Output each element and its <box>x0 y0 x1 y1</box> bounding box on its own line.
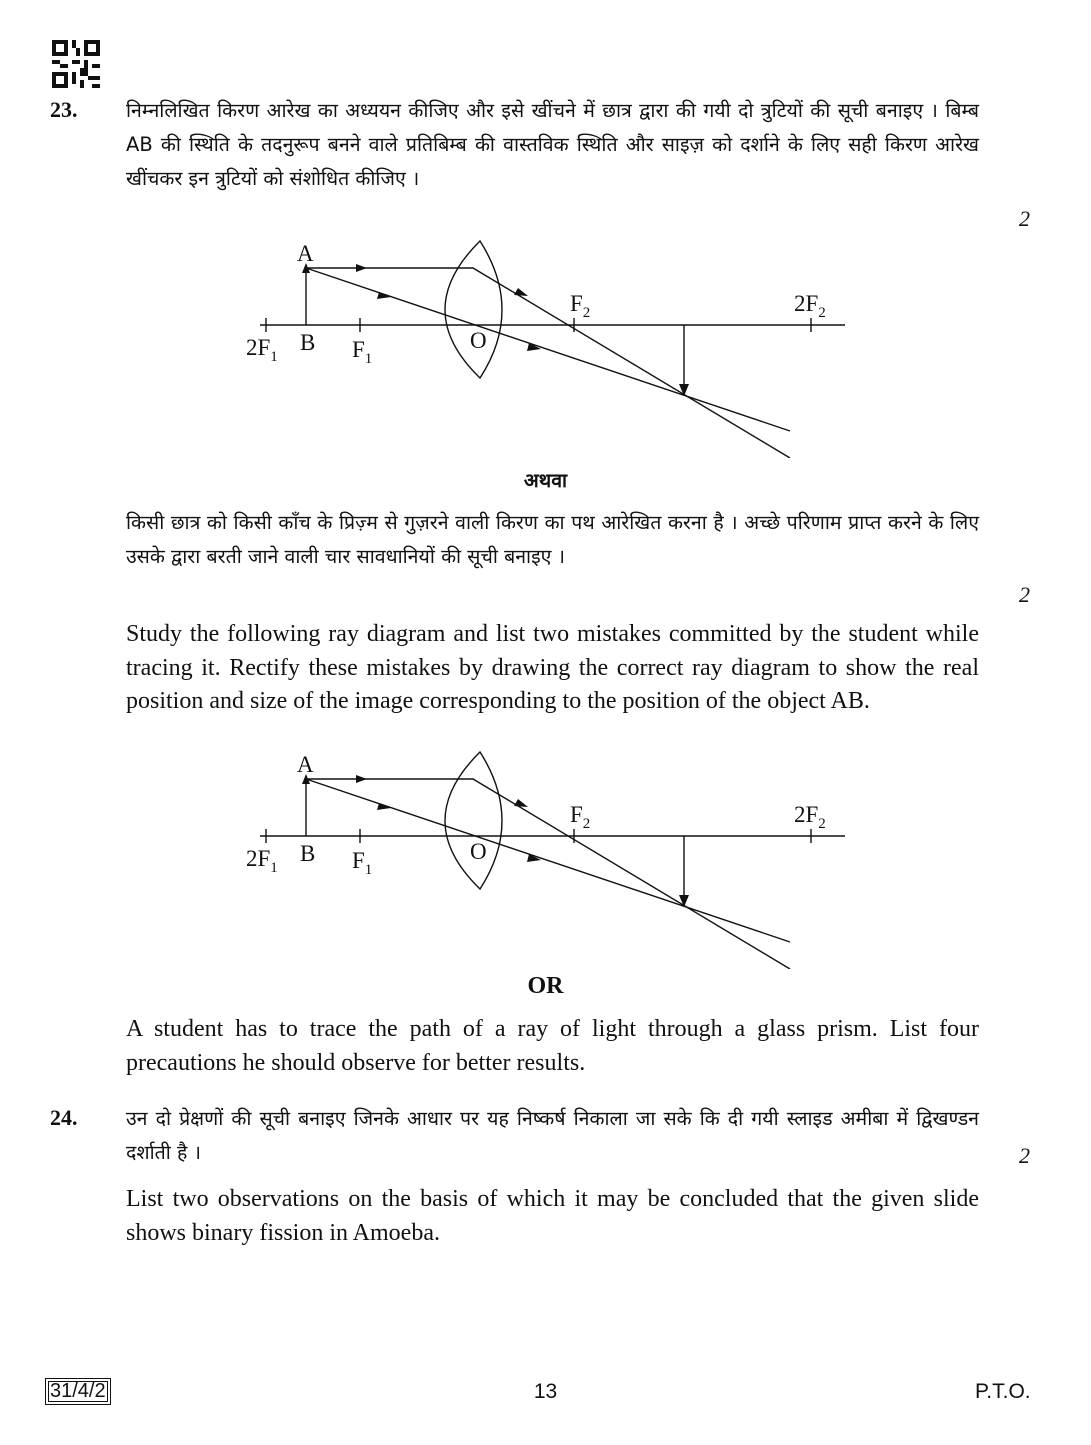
label-2f1-sub: 1 <box>270 860 278 876</box>
ray-diagram-hindi <box>240 238 860 458</box>
label-b: B <box>300 841 316 866</box>
question-23-marks: 2 <box>1019 206 1030 231</box>
label-f1 <box>352 337 372 367</box>
label-2f1-text: 2F <box>246 846 271 871</box>
arrow-head-parallel <box>356 775 367 783</box>
label-f2 <box>570 802 590 832</box>
label-o: O <box>470 328 487 353</box>
question-number-24: 24. <box>50 1105 78 1130</box>
question-23-english-text: Study the following ray diagram and list two mistakes committed by the student while tracing it. Rectify these mistakes by drawing the correct ray diagram to show the real position and size of the image corresponding to the position of the object AB. <box>126 621 979 714</box>
page-number: 13 <box>533 1380 558 1403</box>
label-a: A <box>297 752 314 777</box>
pto-label: P.T.O. <box>975 1380 1031 1403</box>
convex-lens <box>445 241 502 378</box>
arrow-head-parallel <box>356 264 367 272</box>
label-2f1-sub: 1 <box>270 349 278 365</box>
question-24-marks: 2 <box>1019 1143 1030 1168</box>
or-label-hindi: अथवा <box>523 469 568 492</box>
label-f2-sub: 2 <box>582 305 591 321</box>
label-2f2-text: 2F <box>794 802 819 827</box>
label-f1-text: F <box>352 337 365 362</box>
ray-through-optical-centre <box>306 779 790 942</box>
question-23-or-english-text: A student has to trace the path of a ray of light through a glass prism. List four precautions he should observe for better results. <box>126 1016 979 1076</box>
label-f2 <box>570 291 590 321</box>
question-23-or-hindi-text: किसी छात्र को किसी काँच के प्रिज़्म से गुज़रने वाली किरण का पथ आरेखित करना है । अच्छे परिणाम प्राप्त करने के लिए उसके द्वारा बरती जाने वाली चार सावधानियों की सूची बनाइए । <box>126 511 979 568</box>
convex-lens <box>445 752 502 889</box>
label-f1-text: F <box>352 848 365 873</box>
paper-code: 31/4/2 <box>45 1378 111 1405</box>
or-label-english: OR <box>527 973 564 999</box>
question-24-english-text: List two observations on the basis of which it may be concluded that the given slide shows binary fission in Amoeba. <box>126 1186 979 1246</box>
label-f2-text: F <box>570 291 583 316</box>
label-f2-text: F <box>570 802 583 827</box>
question-23-hindi-text: निम्नलिखित किरण आरेख का अध्ययन कीजिए और इसे खींचने में छात्र द्वारा की गयी दो त्रुटियों की सूची बनाइए । बिम्ब AB की स्थिति के तदनुरूप बनने वाले प्रतिबिम्ब की वास्तविक स्थिति और साइज़ को दर्शाने के लिए सही किरण आरेख खींचकर इन त्रुटियों को संशोधित कीजिए । <box>126 99 979 190</box>
label-o: O <box>470 839 487 864</box>
label-2f2 <box>794 802 826 832</box>
label-2f2 <box>794 291 826 321</box>
label-2f2-sub: 2 <box>818 816 826 832</box>
label-f2-sub: 2 <box>582 816 591 832</box>
qr-code <box>52 40 100 88</box>
label-2f1 <box>246 335 278 365</box>
label-a: A <box>297 241 314 266</box>
label-f1-sub: 1 <box>364 862 373 878</box>
arrow-head-refracted <box>514 799 528 807</box>
label-2f2-sub: 2 <box>818 305 826 321</box>
label-f1-sub: 1 <box>364 351 373 367</box>
ray-diagram-english <box>240 749 860 969</box>
ray-through-optical-centre <box>306 268 790 431</box>
label-b: B <box>300 330 316 355</box>
arrow-head-refracted <box>514 288 528 296</box>
label-2f2-text: 2F <box>794 291 819 316</box>
label-2f1 <box>246 846 278 876</box>
question-24-hindi-text: उन दो प्रेक्षणों की सूची बनाइए जिनके आधार पर यह निष्कर्ष निकाला जा सके कि दी गयी स्लाइड अमीबा में द्विखण्डन दर्शाती है । <box>126 1107 979 1164</box>
label-f1 <box>352 848 372 878</box>
label-2f1-text: 2F <box>246 335 271 360</box>
question-number-23: 23. <box>50 97 78 122</box>
question-23-or-marks: 2 <box>1019 582 1030 607</box>
